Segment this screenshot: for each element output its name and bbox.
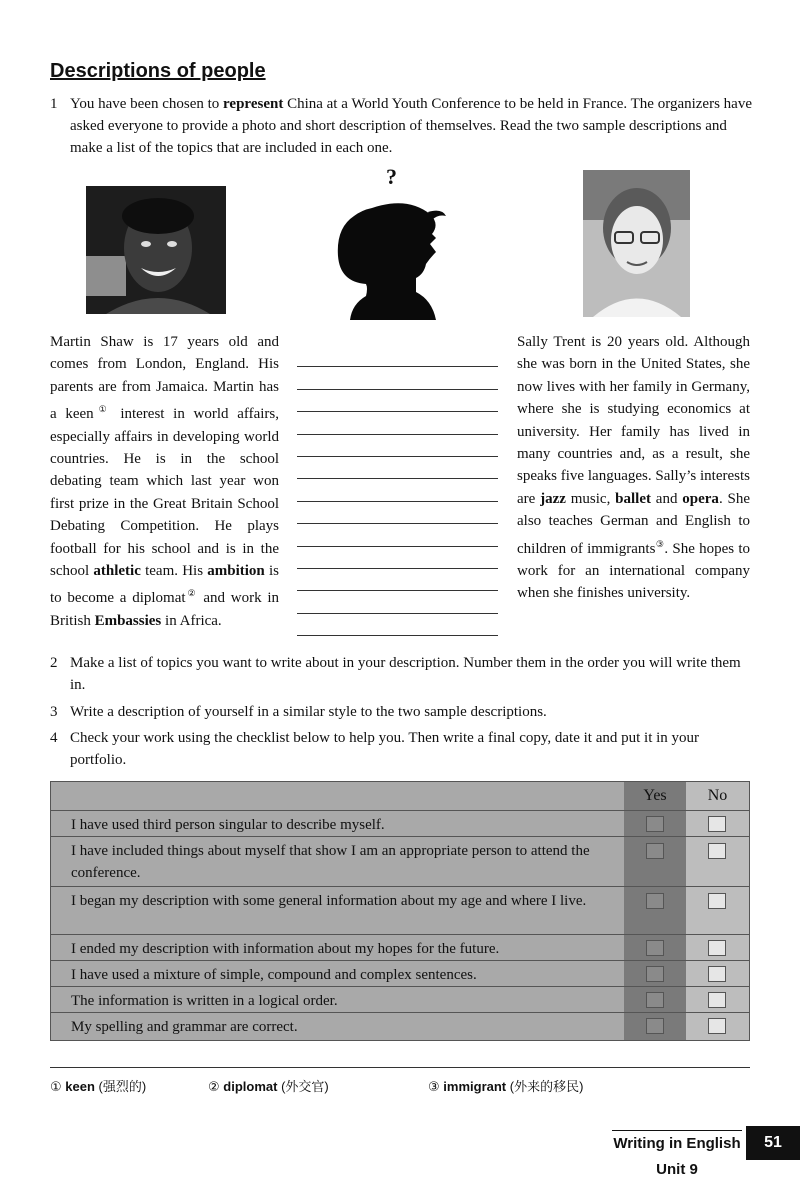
checklist-row xyxy=(51,934,749,961)
task-number: 3 xyxy=(50,704,58,720)
footnote-gloss: (强烈的) xyxy=(98,1079,147,1094)
checklist-item: I have used third person singular to describe myself. xyxy=(71,817,385,833)
answer-line[interactable] xyxy=(297,367,498,389)
mystery-silhouette xyxy=(332,200,447,320)
answer-line[interactable] xyxy=(297,479,498,501)
footnote-word: keen xyxy=(65,1079,95,1094)
checklist-item: My spelling and grammar are correct. xyxy=(71,1019,298,1035)
martin-photo xyxy=(86,186,226,314)
martin-description: Martin Shaw is 17 years old and comes from London, England. His parents are from Jamaica. Martin has a keen① interest in world affairs, especially affairs in developing world countries. He is in the school debating team which last year won first prize in the Great Britain School Debating Competition. He plays football for his school and is in the school athletic team. His ambition is to become a diplomat② and work in British Embassies in Africa. xyxy=(50,334,280,629)
sally-description: Sally Trent is 20 years old. Although she was born in the United States, she now lives with her family in Germany, where she is studying economics at university. Her family has lived in many countries and, as a result, she speaks five languages. Sally’s interests are jazz music, ballet and opera. She also teaches German and English to children of immigrants③. She hopes to work for an international company when she finishes university. xyxy=(517,334,750,602)
answer-line[interactable] xyxy=(297,435,498,457)
yes-checkbox[interactable] xyxy=(646,1018,664,1034)
checklist-item: I have used a mixture of simple, compound and complex sentences. xyxy=(71,967,477,983)
yes-checkbox[interactable] xyxy=(646,992,664,1008)
answer-line[interactable] xyxy=(297,502,498,524)
footnote xyxy=(208,1076,329,1095)
task-number: 2 xyxy=(50,655,58,671)
yes-checkbox[interactable] xyxy=(646,940,664,956)
task-text: Write a description of yourself in a similar style to the two sample descriptions. xyxy=(70,704,547,720)
task-text: You have been chosen to represent China at a World Youth Conference to be held in France. The organizers have asked everyone to provide a photo and short description of themselves. Read the two sample descriptions and make a list of the topics that are included in each one. xyxy=(70,96,752,156)
footnote-divider xyxy=(50,1067,750,1068)
answer-line[interactable] xyxy=(297,412,498,434)
task-2 xyxy=(50,652,752,696)
checklist-row xyxy=(51,960,749,987)
answer-line[interactable] xyxy=(297,614,498,636)
yes-checkbox[interactable] xyxy=(646,893,664,909)
no-header: No xyxy=(707,787,728,804)
task-3 xyxy=(50,701,752,723)
footnote-mark: ③ xyxy=(428,1079,440,1094)
footnote-word: diplomat xyxy=(223,1079,278,1094)
task-number: 1 xyxy=(50,96,58,112)
no-checkbox[interactable] xyxy=(708,843,726,859)
unit-label: Writing in English Unit 9 xyxy=(612,1130,742,1157)
checklist-row xyxy=(51,1012,749,1041)
topic-answer-lines xyxy=(297,345,498,636)
answer-line[interactable] xyxy=(297,524,498,546)
footnote xyxy=(428,1076,583,1095)
answer-line[interactable] xyxy=(297,547,498,569)
checklist-item: The information is written in a logical order. xyxy=(71,993,338,1009)
no-checkbox[interactable] xyxy=(708,992,726,1008)
footnote-mark: ① xyxy=(50,1079,62,1094)
answer-line[interactable] xyxy=(297,390,498,412)
task-text: Make a list of topics you want to write about in your description. Number them in the order you will write them in. xyxy=(70,655,741,693)
checklist-item: I ended my description with information about my hopes for the future. xyxy=(71,941,500,957)
footnote-gloss: (外交官) xyxy=(281,1079,329,1094)
no-checkbox[interactable] xyxy=(708,893,726,909)
checklist-row xyxy=(51,886,749,935)
footnote xyxy=(50,1076,146,1095)
section-title: Descriptions of people xyxy=(50,60,266,82)
task-1 xyxy=(50,93,752,159)
task-4 xyxy=(50,727,752,771)
yes-checkbox[interactable] xyxy=(646,843,664,859)
answer-line[interactable] xyxy=(297,591,498,613)
checklist-row xyxy=(51,986,749,1013)
no-checkbox[interactable] xyxy=(708,1018,726,1034)
yes-checkbox[interactable] xyxy=(646,966,664,982)
answer-line[interactable] xyxy=(297,457,498,479)
footnote-word: immigrant xyxy=(443,1079,507,1094)
checklist-item: I have included things about myself that show I am an appropriate person to attend the conference. xyxy=(71,843,590,881)
footnote-mark: ② xyxy=(208,1079,220,1094)
page-number: 51 xyxy=(746,1126,800,1160)
answer-line[interactable] xyxy=(297,569,498,591)
footnote-gloss: (外来的移民) xyxy=(509,1079,584,1094)
task-text: Check your work using the checklist below to help you. Then write a final copy, date it and put it in your portfolio. xyxy=(70,730,700,768)
no-checkbox[interactable] xyxy=(708,816,726,832)
task-number: 4 xyxy=(50,730,58,746)
yes-checkbox[interactable] xyxy=(646,816,664,832)
no-checkbox[interactable] xyxy=(708,966,726,982)
no-checkbox[interactable] xyxy=(708,940,726,956)
checklist-item: I began my description with some general information about my age and where I live. xyxy=(71,893,587,909)
checklist-row xyxy=(51,836,749,887)
yes-header: Yes xyxy=(643,787,667,804)
checklist-row xyxy=(51,810,749,837)
checklist-table xyxy=(50,781,750,1041)
answer-line[interactable] xyxy=(297,345,498,367)
sally-photo xyxy=(583,170,690,317)
question-mark: ? xyxy=(386,164,397,189)
